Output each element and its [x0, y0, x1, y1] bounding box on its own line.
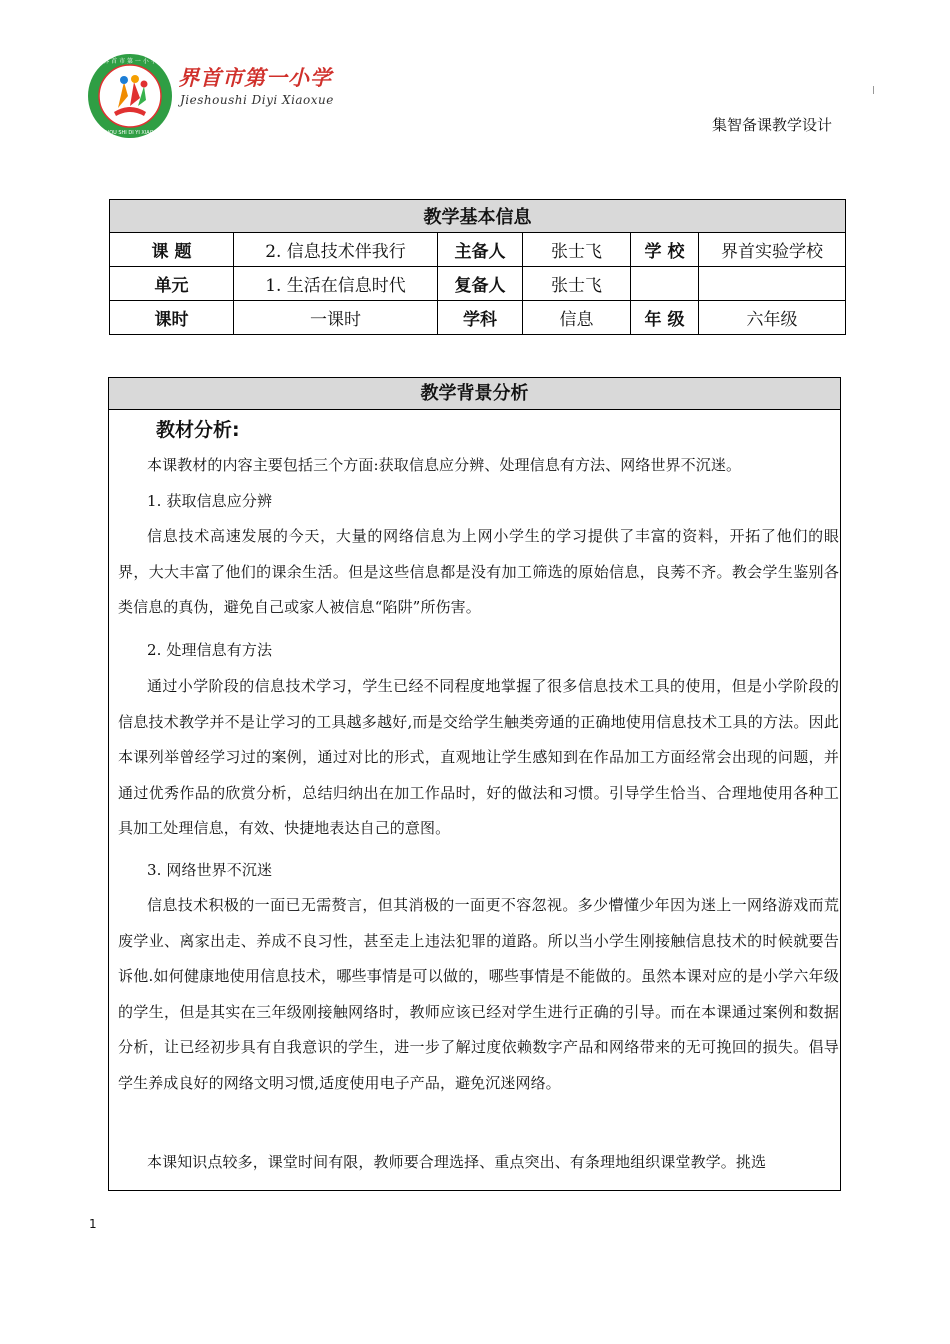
- background-analysis-box: [108, 377, 841, 1191]
- label-co-preparer: 复备人: [438, 267, 523, 301]
- subheading-2: 2. 处理信息有方法: [147, 641, 273, 659]
- table-row: [110, 301, 846, 335]
- value-lesson: 2. 信息技术伴我行: [234, 233, 438, 267]
- label-school: 学 校: [631, 233, 699, 267]
- school-name-en: Jieshoushi Diyi Xiaoxue: [180, 93, 334, 107]
- document-type: 集智备课教学设计: [712, 116, 833, 134]
- basic-info-title: 教学基本信息: [110, 200, 846, 233]
- paragraph-4: 本课知识点较多，课堂时间有限，教师要合理选择、重点突出、有条理地组织课堂教学。挑选: [147, 1153, 767, 1171]
- background-analysis-title: 教学背景分析: [109, 378, 840, 410]
- subheading-1: 1. 获取信息应分辨: [147, 492, 273, 510]
- value-unit: 1. 生活在信息时代: [234, 267, 438, 301]
- paragraph-1: 信息技术高速发展的今天，大量的网络信息为上网小学生的学习提供了丰富的资料，开拓了他们的眼界，大大丰富了他们的课余生活。但是这些信息都是没有加工筛选的原始信息，良莠不齐。教会学生鉴别各类信息的真伪，避免自己或家人被信息“陷阱”所伤害。: [118, 527, 839, 616]
- label-subject: 学科: [438, 301, 523, 335]
- section-heading: 教材分析:: [156, 419, 240, 441]
- label-lesson: 课 题: [110, 233, 234, 267]
- label-grade: 年 级: [631, 301, 699, 335]
- paragraph-3: 信息技术积极的一面已无需赘言，但其消极的一面更不容忽视。多少懵懂少年因为迷上一网络游戏而荒废学业、离家出走、养成不良习性，甚至走上违法犯罪的道路。所以当小学生刚接触信息技术的时候就要告诉他.如何健康地使用信息技术，哪些事情是可以做的，哪些事情是不能做的。虽然本课对应的是小学六年级的学生，但是其实在三年级刚接触网络时，教师应该已经对学生进行正确的引导。而在本课通过案例和数据分析，让已经初步具有自我意识的学生，进一步了解过度依赖数字产品和网络带来的无可挽回的损失。倡导学生养成良好的网络文明习惯,适度使用电子产品，避免沉迷网络。: [118, 896, 839, 1092]
- label-periods: 课时: [110, 301, 234, 335]
- label-unit: 单元: [110, 267, 234, 301]
- value-school: 界首实验学校: [699, 233, 846, 267]
- table-row: [110, 233, 846, 267]
- svg-text:JIE SHOU SHI DI YI XIAO XUE: JIE SHOU SHI DI YI XIAO XUE: [94, 130, 166, 136]
- value-grade: 六年级: [699, 301, 846, 335]
- table-row: [110, 267, 846, 301]
- page-number: 1: [89, 1217, 97, 1231]
- value-co-preparer: 张士飞: [523, 267, 631, 301]
- basic-info-table: [109, 199, 846, 335]
- label-main-preparer: 主备人: [438, 233, 523, 267]
- empty-cell: [699, 267, 846, 301]
- empty-cell: [631, 267, 699, 301]
- corner-mark: [873, 86, 874, 94]
- svg-text:界 首 市 第 一 小 学: 界 首 市 第 一 小 学: [103, 58, 157, 65]
- paragraph-intro: 本课教材的内容主要包括三个方面:获取信息应分辨、处理信息有方法、网络世界不沉迷。: [147, 456, 742, 474]
- value-subject: 信息: [523, 301, 631, 335]
- paragraph-2: 通过小学阶段的信息技术学习，学生已经不同程度地掌握了很多信息技术工具的使用，但是小学阶段的信息技术教学并不是让学习的工具越多越好,而是交给学生触类旁通的正确地使用信息技术工具的方法。因此本课列举曾经学习过的案例，通过对比的形式，直观地让学生感知到在作品加工方面经常会出现的问题，并通过优秀作品的欣赏分析，总结归纳出在加工作品时，好的做法和习惯。引导学生恰当、合理地使用各种工具加工处理信息，有效、快捷地表达自己的意图。: [118, 677, 839, 837]
- value-main-preparer: 张士飞: [523, 233, 631, 267]
- school-logo: [86, 52, 174, 140]
- value-periods: 一课时: [234, 301, 438, 335]
- subheading-3: 3. 网络世界不沉迷: [147, 861, 273, 879]
- school-name-cn: 界首市第一小学: [178, 66, 332, 90]
